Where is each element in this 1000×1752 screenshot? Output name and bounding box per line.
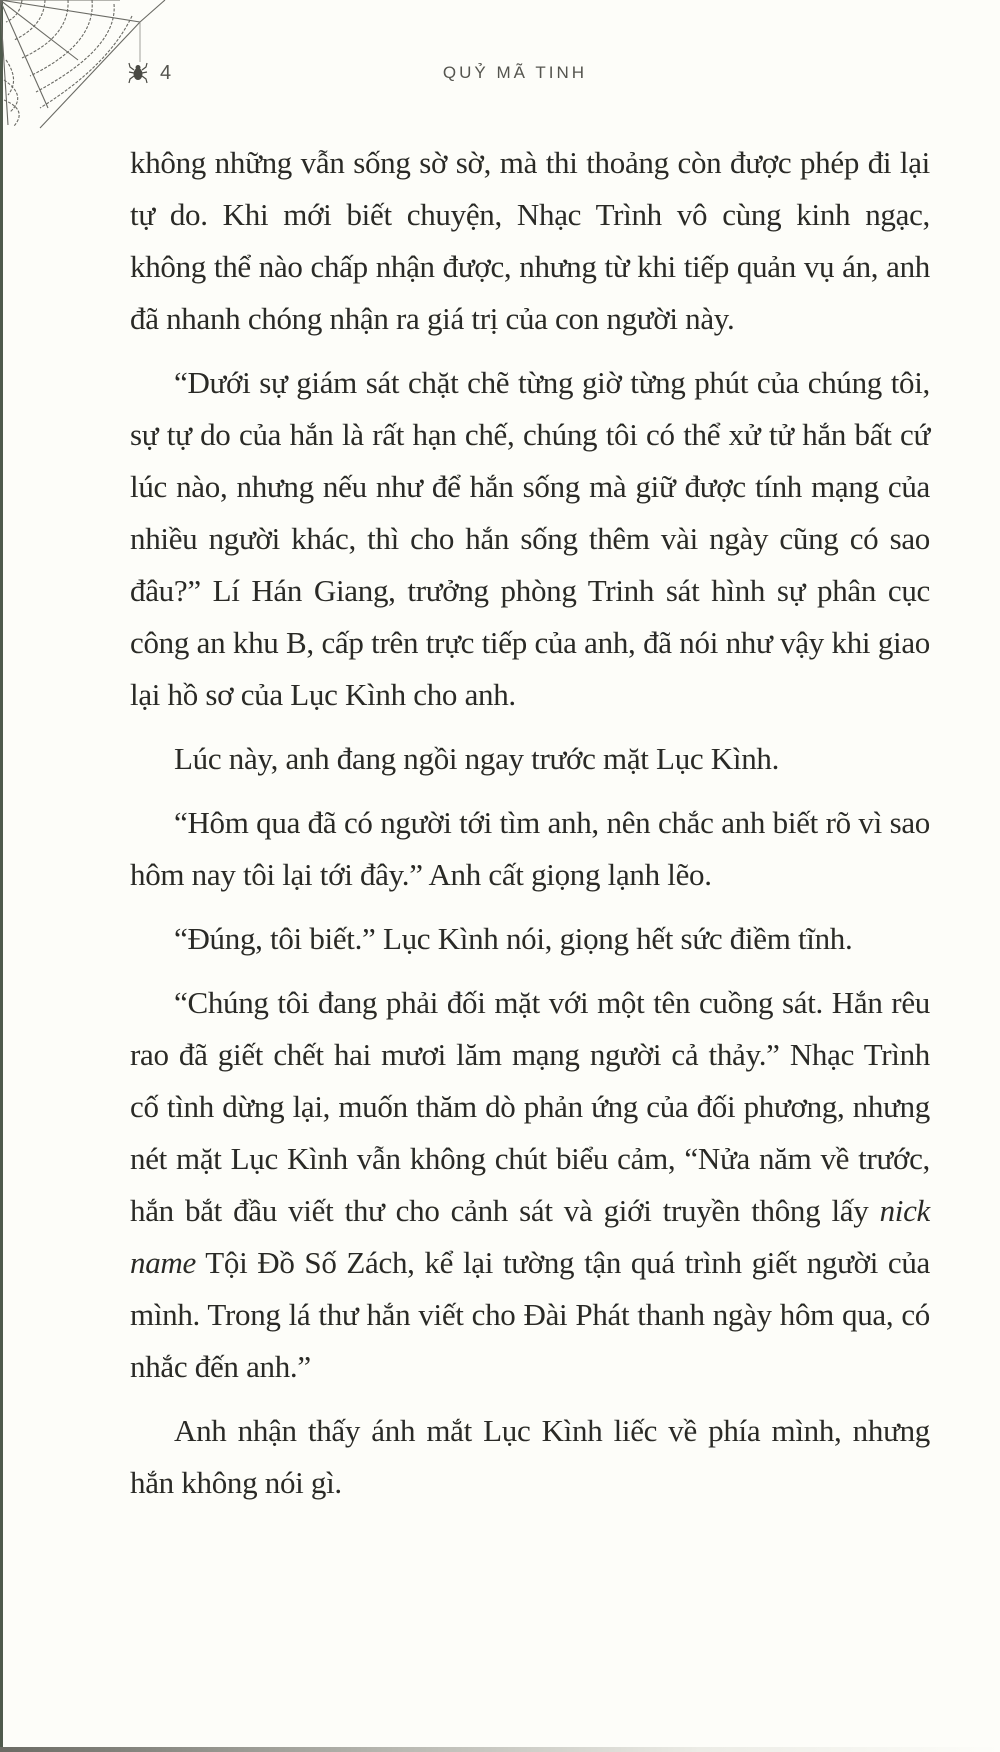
paragraph-7: Anh nhận thấy ánh mắt Lục Kình liếc về phía mình, nhưng hắn không nói gì.	[130, 1413, 930, 1500]
paragraph-2-quote-li-han-giang: “Dưới sự giám sát chặt chẽ từng giờ từng phút của chúng tôi, sự tự do của hắn là rất hạn chế, chúng tôi có thể xử tử hắn bất cứ lúc nào, nhưng nếu như để hắn sống mà giữ được tính mạng của nhiều người khác, thì cho hắn sống thêm vài ngày cũng có sao đâu?” Lí Hán Giang, trưởng phòng Trinh sát hình sự phân cục công an khu B, cấp trên trực tiếp của anh, đã nói như vậy khi giao lại hồ sơ của Lục Kình cho anh.	[130, 365, 930, 712]
running-title: QUỶ MÃ TINH	[442, 63, 588, 82]
paragraph-3: Lúc này, anh đang ngồi ngay trước mặt Lục Kình.	[174, 741, 780, 776]
paragraph-4-dialogue: “Hôm qua đã có người tới tìm anh, nên chắc anh biết rõ vì sao hôm nay tôi lại tới đây.” Anh cất giọng lạnh lẽo.	[130, 805, 930, 892]
page-number: 4	[160, 62, 172, 84]
paragraph-6-dialogue	[130, 977, 930, 1393]
page-left-edge	[0, 0, 3, 1752]
page-bottom-edge	[0, 1747, 1000, 1752]
paragraph-6-text-after: Tội Đồ Số Zách, kể lại tường tận quá trình giết người của mình. Trong lá thư hắn viết cho Đài Phát thanh ngày hôm qua, có nhắc đến anh.”	[130, 1245, 930, 1384]
paragraph-6-text-before: “Chúng tôi đang phải đối mặt với một tên cuồng sát. Hắn rêu rao đã giết chết hai mươi lăm mạng người cả thảy.” Nhạc Trình cố tình dừng lại, muốn thăm dò phản ứng của đối phương, nhưng nét mặt Lục Kình vẫn không chút biểu cảm, “Nửa năm về trước, hắn bắt đầu viết thư cho cảnh sát và giới truyền thông lấy	[130, 985, 930, 1228]
page-header	[0, 60, 1000, 90]
paragraph-5-dialogue: “Đúng, tôi biết.” Lục Kình nói, giọng hết sức điềm tĩnh.	[174, 921, 853, 956]
italic-nick-name: nick name	[130, 1193, 930, 1280]
chapter-body-text	[130, 137, 930, 1521]
paragraph-1-continued: không những vẫn sống sờ sờ, mà thi thoảng còn được phép đi lại tự do. Khi mới biết chuyện, Nhạc Trình vô cùng kinh ngạc, không thể nào chấp nhận được, nhưng từ khi tiếp quản vụ án, anh đã nhanh chóng nhận ra giá trị của con người này.	[130, 145, 930, 336]
